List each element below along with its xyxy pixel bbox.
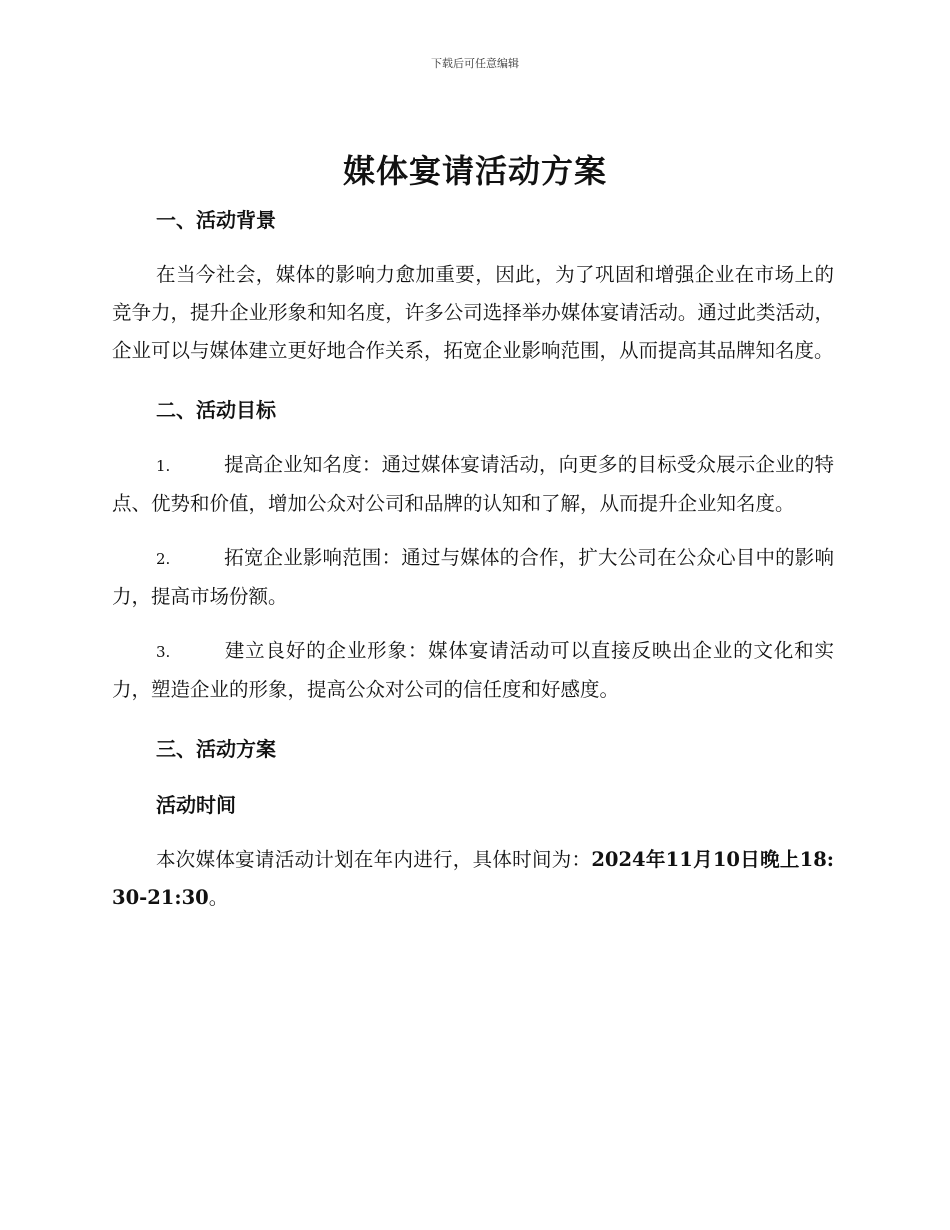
goal-item-2 xyxy=(112,539,834,616)
subheading-activity-time: 活动时间 xyxy=(156,793,236,817)
activity-time-value: 2024年11月10日晚上18:30-21:30 xyxy=(112,848,834,909)
activity-time-suffix: 。 xyxy=(208,886,229,909)
document-title: 媒体宴请活动方案 xyxy=(342,152,607,190)
goal-item-1 xyxy=(112,446,834,523)
background-paragraph: 在当今社会，媒体的影响力愈加重要，因此，为了巩固和增强企业在市场上的竞争力，提升企业形象和知名度，许多公司选择举办媒体宴请活动。通过此类活动，企业可以与媒体建立更好地合作关系，拓宽企业影响范围，从而提高其品牌知名度。 xyxy=(112,263,834,362)
goal-text-1: 提高企业知名度：通过媒体宴请活动，向更多的目标受众展示企业的特点、优势和价值，增加公众对公司和品牌的认知和了解，从而提升企业知名度。 xyxy=(112,453,834,515)
goal-number-1: 1. xyxy=(156,457,171,475)
goal-number-2: 2. xyxy=(156,550,171,568)
goal-text-2: 拓宽企业影响范围：通过与媒体的合作，扩大公司在公众心目中的影响力，提高市场份额。 xyxy=(112,546,834,608)
activity-time-paragraph xyxy=(112,841,834,917)
goal-item-3 xyxy=(112,632,834,709)
document-body xyxy=(112,200,834,917)
goal-number-3: 3. xyxy=(156,643,171,661)
activity-time-prefix: 本次媒体宴请活动计划在年内进行，具体时间为： xyxy=(156,848,592,871)
header-note: 下载后可任意编辑 xyxy=(431,57,519,70)
goal-text-3: 建立良好的企业形象：媒体宴请活动可以直接反映出企业的文化和实力，塑造企业的形象，提高公众对公司的信任度和好感度。 xyxy=(112,639,834,701)
section-heading-background: 一、活动背景 xyxy=(156,208,276,232)
section-heading-goals: 二、活动目标 xyxy=(156,398,276,422)
section-heading-plan: 三、活动方案 xyxy=(156,737,276,761)
